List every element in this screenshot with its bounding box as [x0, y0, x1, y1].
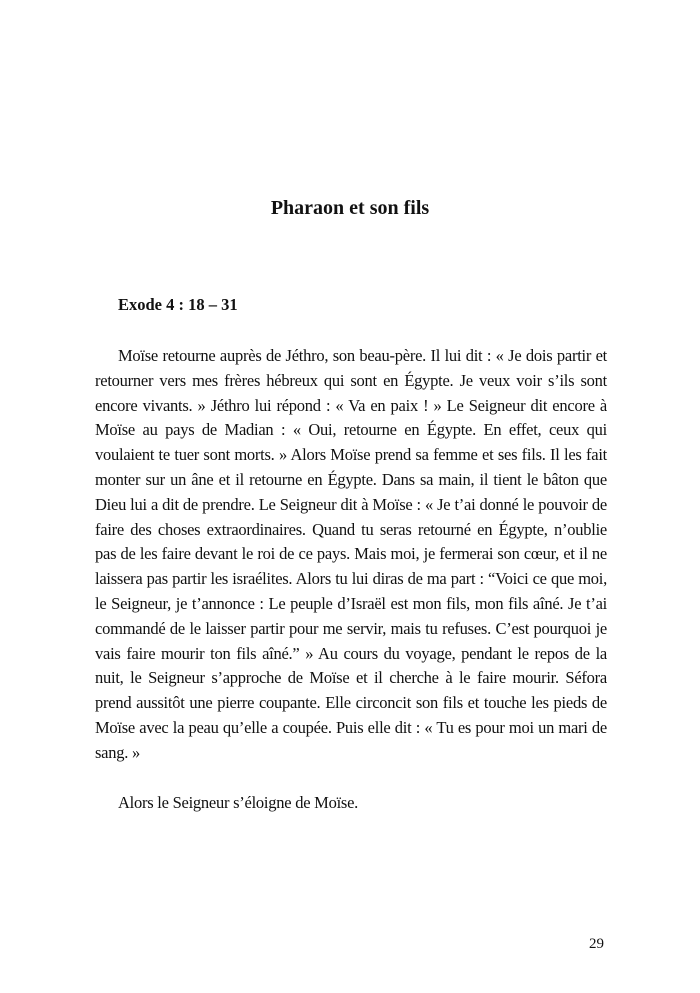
paragraph-1: Moïse retourne auprès de Jéthro, son beau-père. Il lui dit : « Je dois partir et retourner vers mes frères hébreux qui sont en Égypte. Je veux voir s’ils sont encore vivants. » Jéthro lui répond : « Va en paix ! » Le Seigneur dit encore à Moïse au pays de Madian : « Oui, retourne en Égypte. En effet, ceux qui voulaient te tuer sont morts. » Alors Moïse prend sa femme et ses fils. Il les fait monter sur un âne et il retourne en Égypte. Dans sa main, il tient le bâton que Dieu lui a dit de prendre. Le Seigneur dit à Moïse : « Je t’ai donné le pouvoir de faire des choses extraordinaires. Quand tu seras retourné en Égypte, n’oublie pas de les faire devant le roi de ce pays. Mais moi, je fermerai son cœur, et il ne laissera pas partir les israélites. Alors tu lui diras de ma part : “Voici ce que moi, le Seigneur, je t’annonce : Le peuple d’Israël est mon fils, mon fils aîné. Je t’ai commandé de le laisser partir pour me servir, mais tu refuses. C’est pourquoi je vais faire mourir ton fils aîné.” » Au cours du voyage, pendant le repos de la nuit, le Seigneur s’approche de Moïse et il cherche à le faire mourir. Séfora prend aussitôt une pierre coupante. Elle circoncit son fils et touche les pieds de Moïse avec la peau qu’elle a coupée. Puis elle dit : « Tu es pour moi un mari de sang. » [95, 346, 607, 762]
page-title: Pharaon et son fils [270, 197, 430, 219]
body-text [95, 344, 607, 815]
scripture-reference: Exode 4 : 18 – 31 [118, 295, 238, 314]
page-number: 29 [589, 936, 604, 952]
paragraph-2: Alors le Seigneur s’éloigne de Moïse. [118, 792, 359, 812]
